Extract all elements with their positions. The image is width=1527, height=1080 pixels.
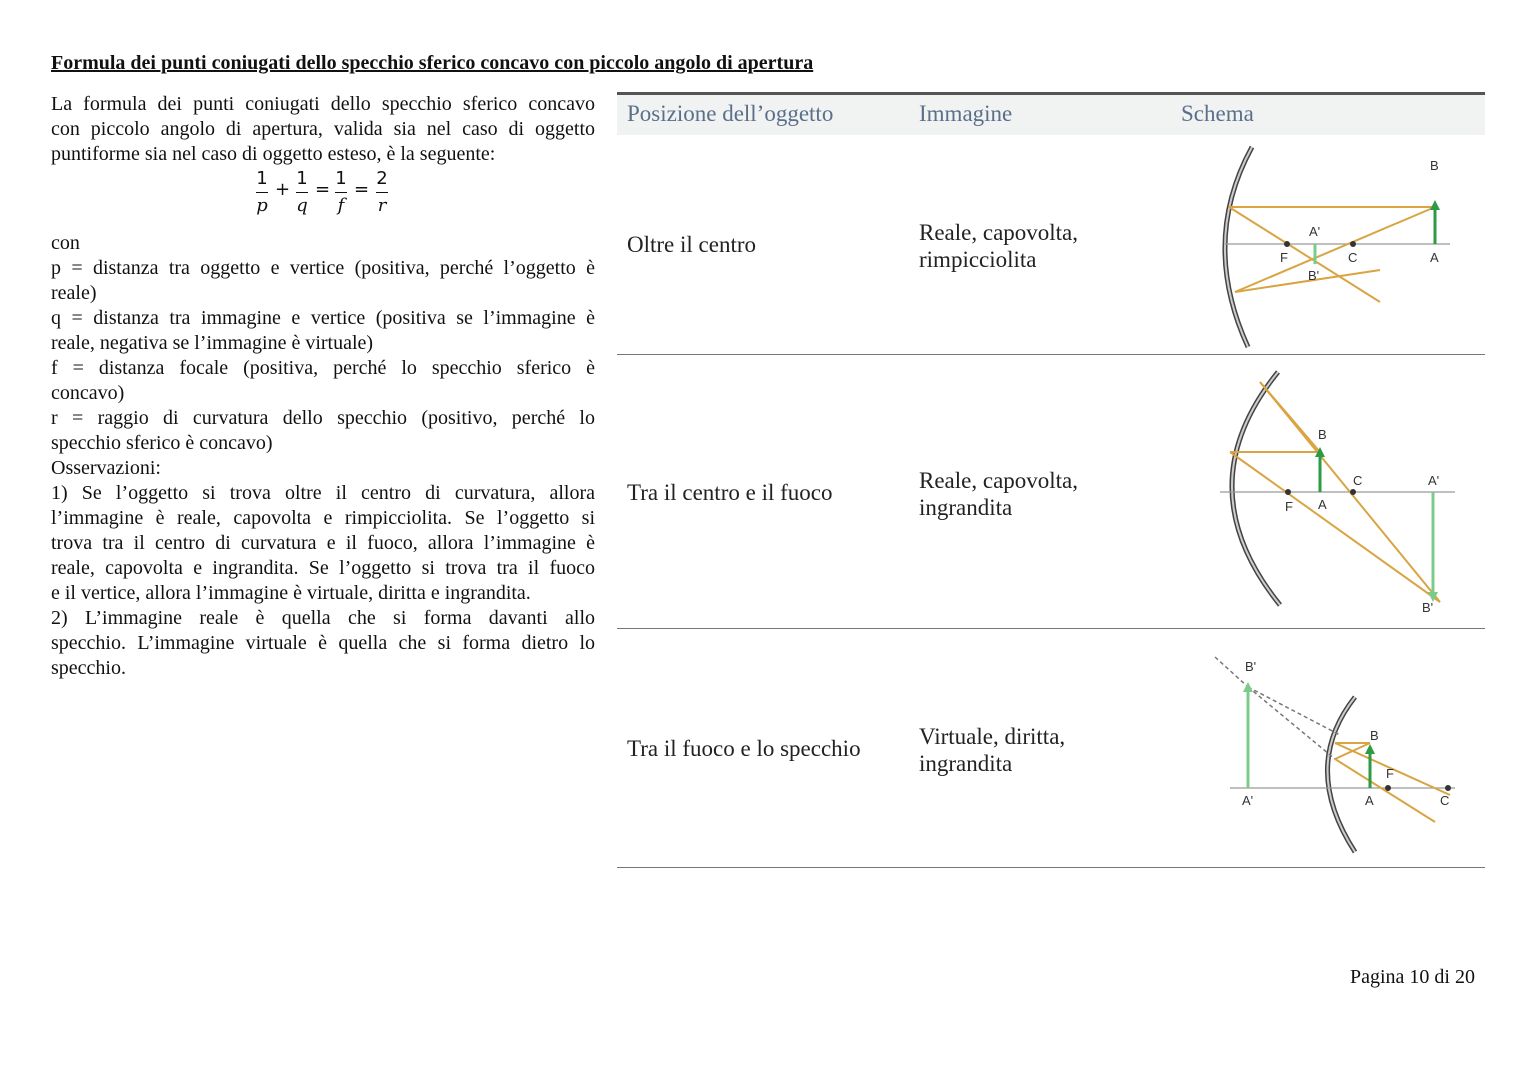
label-F: F	[1285, 499, 1293, 514]
numerator: 2	[376, 168, 388, 189]
virtual-ray	[1248, 687, 1335, 759]
row3-image-line: Virtuale, diritta,	[919, 724, 1066, 749]
row-divider	[617, 867, 1485, 868]
mirror-cases-table	[617, 92, 1485, 868]
equals-sign: =	[354, 179, 370, 200]
numerator: 1	[335, 168, 347, 189]
center-point	[1350, 489, 1356, 495]
plus-sign: +	[275, 179, 291, 200]
arrow-head	[1430, 200, 1440, 210]
focus-point	[1284, 241, 1290, 247]
label-A: A	[1318, 497, 1327, 512]
label-A-prime: A'	[1242, 793, 1254, 808]
def-r-line: r = raggio di curvatura dello specchio (positivo, perché lo	[51, 407, 595, 429]
row1-position: Oltre il centro	[627, 232, 757, 257]
observations-heading: Osservazioni:	[51, 457, 161, 479]
intro-line: puntiforme sia nel caso di oggetto esteso, è la seguente:	[51, 143, 496, 165]
denominator: r	[377, 195, 387, 216]
denominator: p	[256, 195, 268, 216]
row3-position: Tra il fuoco e lo specchio	[627, 736, 861, 761]
denominator: f	[337, 195, 345, 216]
ray-through-focus	[1235, 207, 1435, 292]
row2-image-line: ingrandita	[919, 495, 1013, 520]
observation-line: specchio. L’immagine virtuale è quella che si forma dietro lo	[51, 632, 595, 654]
row3-schema-diagram	[1200, 647, 1470, 857]
row3-image-line: ingrandita	[919, 751, 1013, 776]
def-p-line: reale)	[51, 282, 97, 304]
center-point	[1445, 785, 1451, 791]
ray-reflected	[1335, 759, 1435, 822]
row1-image-line: rimpicciolita	[919, 247, 1037, 272]
label-C: C	[1440, 793, 1450, 808]
label-F: F	[1280, 250, 1288, 265]
label-C: C	[1348, 250, 1358, 265]
table-header	[617, 92, 1485, 135]
virtual-ray	[1215, 657, 1248, 687]
left-column	[51, 92, 595, 681]
row1-schema-diagram	[1200, 142, 1470, 352]
page-number: Pagina 10 di 20	[1350, 966, 1475, 988]
row-divider	[617, 628, 1485, 629]
focus-point	[1285, 489, 1291, 495]
row2-schema-diagram	[1200, 367, 1470, 615]
observation-line: reale, capovolta e ingrandita. Se l’oggetto si trova tra il fuoco	[51, 557, 595, 579]
observation-line: trova tra il centro di curvatura e il fuoco, allora l’immagine è	[51, 532, 595, 554]
def-r-line: specchio sferico è concavo)	[51, 432, 273, 454]
def-q-line: q = distanza tra immagine e vertice (positiva se l’immagine è	[51, 307, 595, 329]
def-p-line: p = distanza tra oggetto e vertice (positiva, perché l’oggetto è	[51, 257, 595, 279]
label-B: B	[1318, 427, 1327, 442]
intro-line: La formula dei punti coniugati dello specchio sferico concavo	[51, 93, 595, 115]
row-divider	[617, 354, 1485, 355]
fraction-1-p	[251, 169, 273, 216]
fraction-1-f	[330, 169, 352, 216]
row3-image	[919, 723, 1065, 777]
observation-line: 2) L’immagine reale è quella che si forma davanti allo	[51, 607, 595, 629]
label-A: A	[1430, 250, 1439, 265]
formula	[51, 167, 595, 231]
label-B-prime: B'	[1308, 268, 1320, 283]
focus-point	[1385, 785, 1391, 791]
row1-image-line: Reale, capovolta,	[919, 220, 1079, 245]
label-B-prime: B'	[1422, 600, 1434, 615]
page-title: Formula dei punti coniugati dello specchio sferico concavo con piccolo angolo di apertura	[51, 52, 814, 74]
header-image: Immagine	[919, 101, 1013, 126]
virtual-ray	[1248, 687, 1340, 735]
label-A-prime: A'	[1428, 473, 1440, 488]
observation-line: specchio.	[51, 657, 126, 679]
label-B: B	[1430, 158, 1439, 173]
label-A: A	[1365, 793, 1374, 808]
con-label: con	[51, 232, 80, 254]
label-F: F	[1386, 766, 1394, 781]
def-f-line: f = distanza focale (positiva, perché lo specchio sferico è	[51, 357, 595, 379]
denominator: q	[296, 195, 308, 216]
intro-line: con piccolo angolo di apertura, valida sia nel caso di oggetto	[51, 118, 595, 140]
header-position: Posizione dell’oggetto	[627, 101, 834, 126]
def-q-line: reale, negativa se l’immagine è virtuale)	[51, 332, 374, 354]
row1-image	[919, 219, 1078, 273]
label-B: B	[1370, 728, 1379, 743]
numerator: 1	[296, 168, 308, 189]
fraction-2-r	[371, 169, 393, 216]
label-A-prime: A'	[1309, 224, 1321, 239]
numerator: 1	[256, 168, 268, 189]
observation-line: 1) Se l’oggetto si trova oltre il centro di curvatura, allora	[51, 482, 595, 504]
row2-position: Tra il centro e il fuoco	[627, 480, 833, 505]
observation-line: l’immagine è reale, capovolta e rimpicciolita. Se l’oggetto si	[51, 507, 595, 529]
center-point	[1350, 241, 1356, 247]
header-schema: Schema	[1181, 101, 1254, 126]
row2-image-line: Reale, capovolta,	[919, 468, 1079, 493]
label-C: C	[1353, 473, 1363, 488]
equals-sign: =	[315, 179, 331, 200]
observation-line: e il vertice, allora l’immagine è virtuale, diritta e ingrandita.	[51, 582, 531, 604]
def-f-line: concavo)	[51, 382, 125, 404]
fraction-1-q	[291, 169, 313, 216]
arrow-head	[1243, 682, 1253, 692]
row2-image	[919, 467, 1078, 521]
label-B-prime: B'	[1245, 659, 1257, 674]
